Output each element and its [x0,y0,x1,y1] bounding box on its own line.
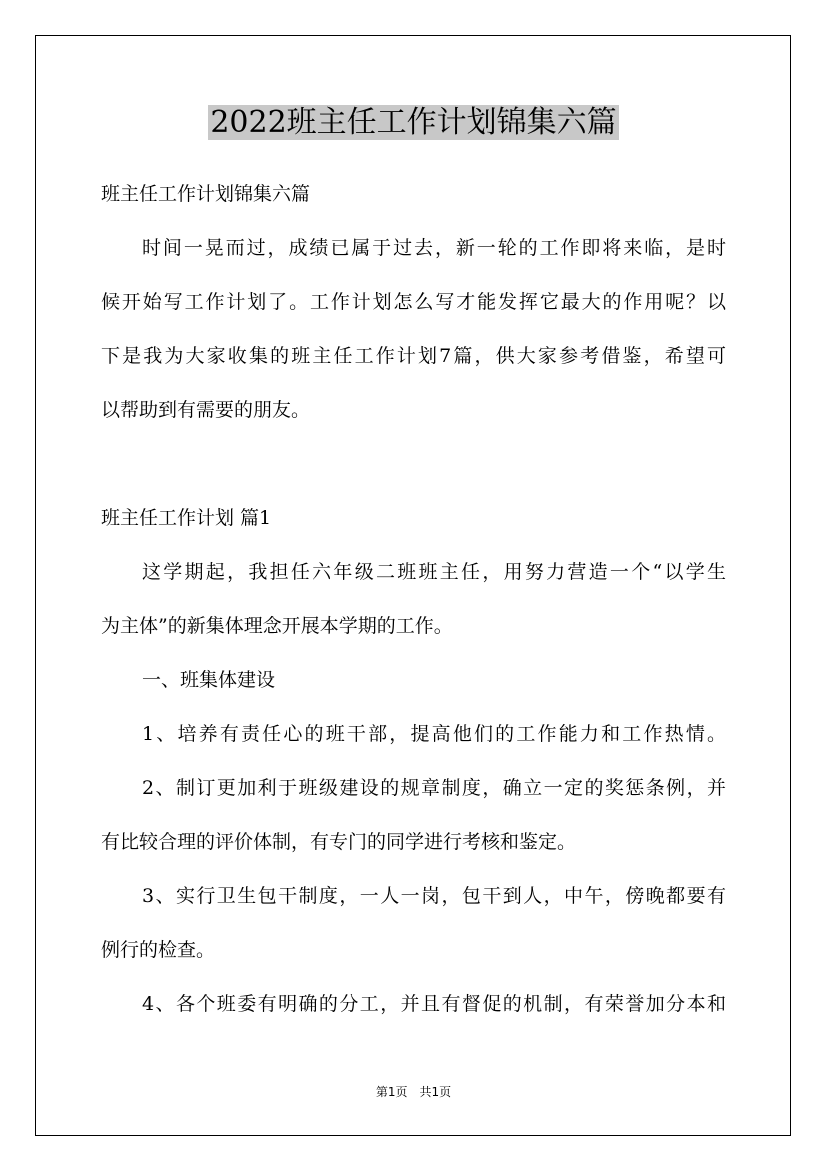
paragraph-line: 下是我为大家收集的班主任工作计划7篇，供大家参考借鉴，希望可 [101,345,726,367]
page-number-label: 第1页 共1页 [375,1085,452,1099]
document-title-text: 2022班主任工作计划锦集六篇 [210,105,617,140]
paragraph-line: 时间一晃而过，成绩已属于过去，新一轮的工作即将来临，是时 [142,237,726,259]
list-item: 1、培养有责任心的班干部，提高他们的工作能力和工作热情。 [142,723,726,745]
paragraph-line: 以帮助到有需要的朋友。 [101,399,311,421]
paragraph-line: 候开始写工作计划了。工作计划怎么写才能发挥它最大的作用呢？以 [101,291,726,313]
list-item: 3、实行卫生包干制度，一人一岗，包干到人，中午，傍晚都要有 [142,885,726,907]
paragraph-line: 为主体”的新集体理念开展本学期的工作。 [101,615,453,637]
section-heading: 班主任工作计划锦集六篇 [101,183,311,205]
section-heading: 班主任工作计划 篇1 [101,507,272,529]
document-title [0,103,827,143]
subsection-heading: 一、班集体建设 [142,669,276,691]
list-item: 2、制订更加利于班级建设的规章制度，确立一定的奖惩条例，并 [142,777,726,799]
list-item: 4、各个班委有明确的分工，并且有督促的机制，有荣誉加分本和 [142,993,726,1015]
list-item-continuation: 例行的检查。 [101,939,216,961]
paragraph-line: 这学期起，我担任六年级二班班主任，用努力营造一个“以学生 [142,561,726,583]
list-item-continuation: 有比较合理的评价体制，有专门的同学进行考核和鉴定。 [101,831,577,853]
page-footer [0,1083,827,1100]
